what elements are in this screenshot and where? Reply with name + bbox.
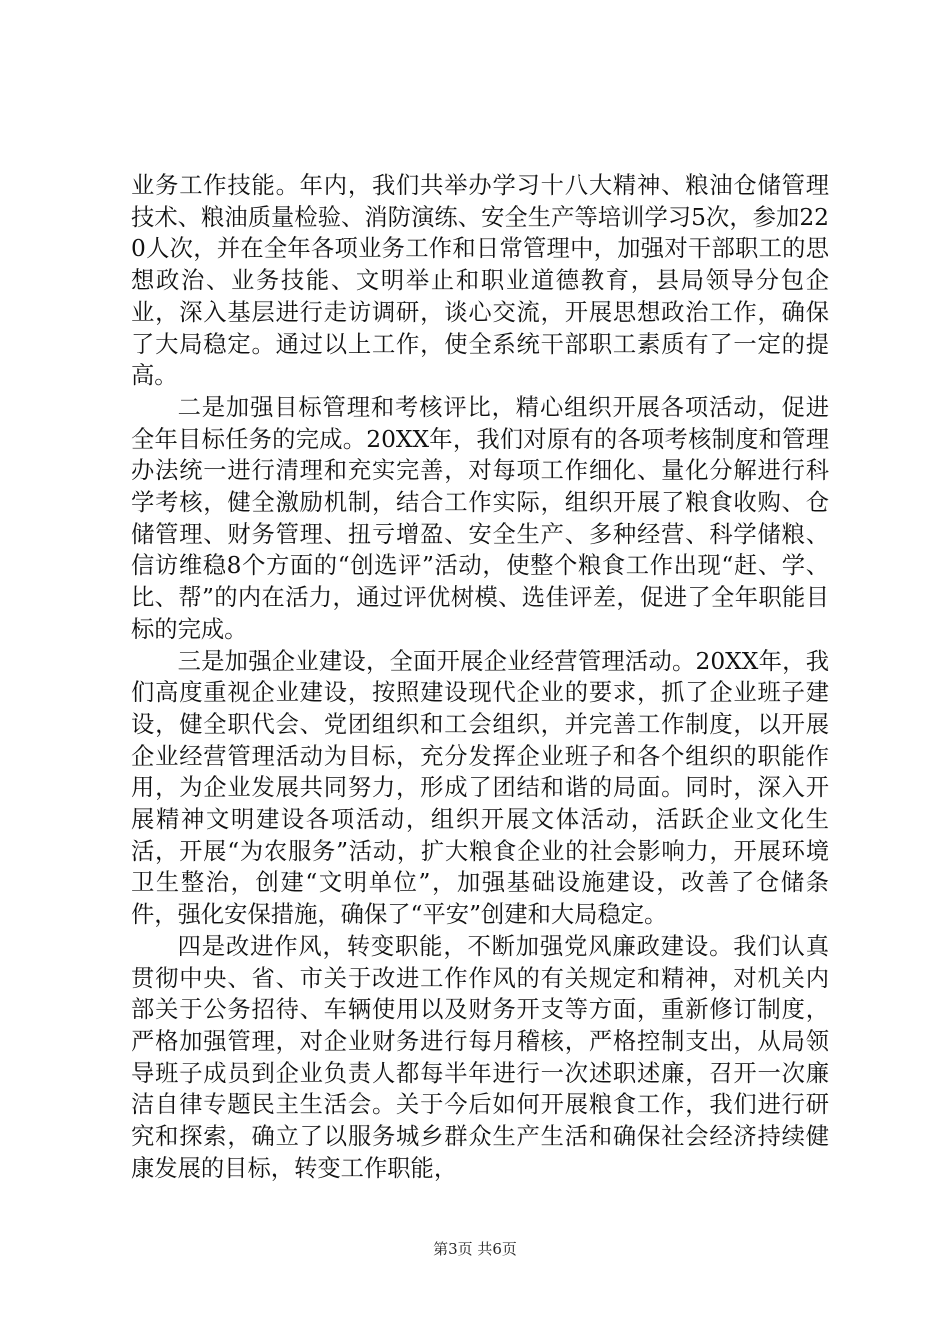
- paragraph-3: 三是加强企业建设，全面开展企业经营管理活动。20XX年，我们高度重视企业建设，按照建设现代企业的要求，抓了企业班子建设，健全职代会、党团组织和工会组织，并完善工作制度，以开展企业经营管理活动为目标，充分发挥企业班子和各个组织的职能作用，为企业发展共同努力，形成了团结和谐的局面。同时，深入开展精神文明建设各项活动，组织开展文体活动，活跃企业文化生活，开展“为农服务”活动，扩大粮食企业的社会影响力，开展环境卫生整治，创建“文明单位”，加强基础设施建设，改善了仓储条件，强化安保措施，确保了“平安”创建和大局稳定。: [131, 647, 829, 929]
- paragraph-1: 业务工作技能。年内，我们共举办学习十八大精神、粮油仓储管理技术、粮油质量检验、消防演练、安全生产等培训学习5次，参加220人次，并在全年各项业务工作和日常管理中，加强对干部职工的思想政治、业务技能、文明举止和职业道德教育，县局领导分包企业，深入基层进行走访调研，谈心交流，开展思想政治工作，确保了大局稳定。通过以上工作，使全系统干部职工素质有了一定的提高。: [131, 172, 829, 390]
- document-body: [131, 170, 829, 1185]
- paragraph-2: 二是加强目标管理和考核评比，精心组织开展各项活动，促进全年目标任务的完成。20XX年，我们对原有的各项考核制度和管理办法统一进行清理和充实完善，对每项工作细化、量化分解进行科学考核，健全激励机制，结合工作实际，组织开展了粮食收购、仓储管理、财务管理、扭亏增盈、安全生产、多种经营、科学储粮、信访维稳8个方面的“创选评”活动，使整个粮食工作出现“赶、学、比、帮”的内在活力，通过评优树模、选佳评差，促进了全年职能目标的完成。: [131, 393, 829, 643]
- paragraph-4: 四是改进作风，转变职能，不断加强党风廉政建设。我们认真贯彻中央、省、市关于改进工作作风的有关规定和精神，对机关内部关于公务招待、车辆使用以及财务开支等方面，重新修订制度，严格加强管理，对企业财务进行每月稽核，严格控制支出，从局领导班子成员到企业负责人都每半年进行一次述职述廉，召开一次廉洁自律专题民主生活会。关于今后如何开展粮食工作，我们进行研究和探索，确立了以服务城乡群众生产生活和确保社会经济持续健康发展的目标，转变工作职能，: [131, 932, 829, 1182]
- page-footer: 第3页 共6页: [433, 1240, 517, 1258]
